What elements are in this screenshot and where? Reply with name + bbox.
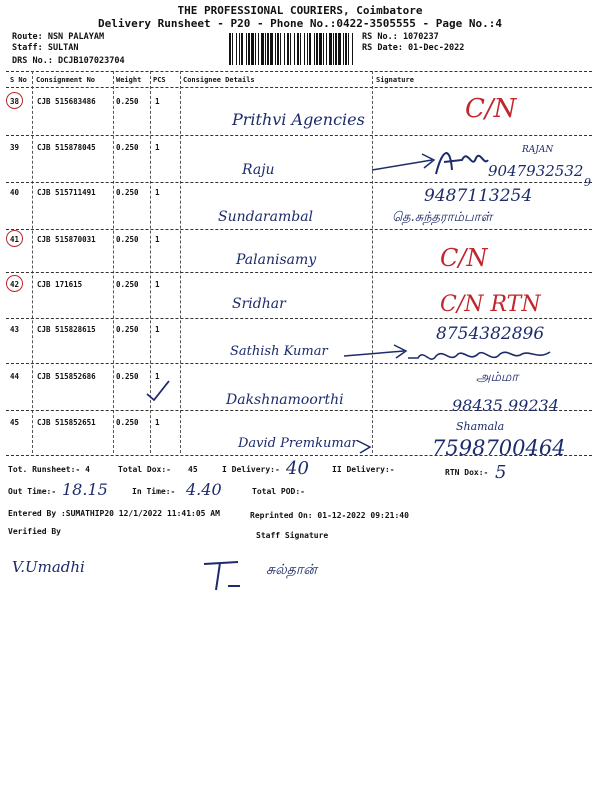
staff-label: Staff: SULTAN: [12, 43, 79, 53]
row-weight: 0.250: [116, 372, 139, 381]
row-sno: 39: [10, 143, 20, 152]
row-pcs: 1: [155, 325, 160, 334]
barcode-image: [228, 32, 356, 66]
ii-delivery-label: II Delivery:-: [332, 465, 395, 474]
rtn-dox-label: RTN Dox:-: [445, 468, 489, 477]
total-dox-label: Total Dox:-: [118, 465, 171, 474]
handwritten-tamil-name: தெ.சுந்தராம்பாள்: [392, 210, 493, 225]
row-sno: 41: [10, 235, 20, 244]
row-pcs: 1: [155, 418, 160, 427]
signature-handwritten: C/N RTN: [440, 292, 541, 317]
reprinted-on: Reprinted On: 01-12-2022 09:21:40: [250, 511, 409, 520]
row-weight: 0.250: [116, 418, 139, 427]
handwritten-digit: 9: [584, 176, 591, 189]
col-pcs: PCS: [153, 76, 166, 84]
consignee-handwritten: Palanisamy: [236, 252, 317, 268]
row-weight: 0.250: [116, 235, 139, 244]
row-consignment: CJB 171615: [37, 280, 83, 289]
row-sno: 42: [10, 280, 20, 289]
arrow-mark: [342, 342, 412, 364]
check-mark: [144, 378, 172, 404]
row-pcs: 1: [155, 143, 160, 152]
col-weight: Weight: [116, 76, 142, 84]
phone-handwritten: 9487113254: [424, 186, 533, 206]
row-pcs: 1: [155, 235, 160, 244]
col-consignee: Consignee Details: [183, 76, 255, 84]
runsheet-subtitle: Delivery Runsheet - P20 - Phone No.:0422-3505555 - Page No.:4: [98, 17, 502, 30]
row-weight: 0.250: [116, 97, 139, 106]
signature-scribble: [432, 140, 492, 180]
rs-date: RS Date: 01-Dec-2022: [362, 43, 465, 53]
phone-handwritten: 7598700464: [432, 436, 566, 460]
row-consignment: CJB 515870031: [37, 235, 96, 244]
consignee-handwritten: David Premkumar: [238, 436, 358, 451]
row-pcs: 1: [155, 372, 160, 381]
row-sno: 44: [10, 372, 20, 381]
arrow-mark: [370, 150, 440, 176]
total-pod-label: Total POD:-: [252, 487, 305, 496]
phone-handwritten: 8754382896: [436, 324, 545, 344]
total-dox-value: 45: [188, 465, 198, 474]
row-sno: 45: [10, 418, 20, 427]
row-sno: 40: [10, 188, 20, 197]
arrow-mark: [352, 438, 376, 456]
row-weight: 0.250: [116, 325, 139, 334]
col-signature: Signature: [376, 76, 414, 84]
signature-scribble: [404, 346, 554, 368]
phone-handwritten: 9047932532: [488, 162, 584, 180]
i-delivery-value: 40: [286, 458, 309, 479]
signature-handwritten: C/N: [465, 94, 517, 124]
col-sno: S No: [10, 76, 27, 84]
consignee-handwritten: Dakshnamoorthi: [226, 392, 344, 408]
drs-number: DRS No.: DCJB107023704: [12, 56, 125, 66]
row-pcs: 1: [155, 188, 160, 197]
row-consignment: CJB 515683486: [37, 97, 96, 106]
row-consignment: CJB 515711491: [37, 188, 96, 197]
route-label: Route: NSN PALAYAM: [12, 32, 105, 42]
handwritten-amma: அம்மா: [476, 370, 519, 385]
phone-handwritten: 98435 99234: [452, 396, 559, 415]
entered-by: Entered By :SUMATHIP20 12/1/2022 11:41:05 AM: [8, 509, 220, 518]
in-time-label: In Time:-: [132, 487, 176, 496]
rs-number: RS No.: 1070237: [362, 32, 439, 42]
consignee-handwritten: Raju: [242, 162, 275, 178]
row-consignment: CJB 515828615: [37, 325, 96, 334]
row-sno: 38: [10, 97, 20, 106]
row-weight: 0.250: [116, 280, 139, 289]
row-consignment: CJB 515878045: [37, 143, 96, 152]
row-sno: 43: [10, 325, 20, 334]
in-time-value: 4.40: [186, 480, 222, 499]
rtn-dox-value: 5: [495, 462, 507, 483]
staff-signature-tamil: சுல்தான்: [266, 562, 317, 578]
handwritten-shamala: Shamala: [456, 420, 505, 433]
verified-by-label: Verified By: [8, 527, 61, 536]
row-consignment: CJB 515852686: [37, 372, 96, 381]
company-title: THE PROFESSIONAL COURIERS, Coimbatore: [177, 4, 423, 17]
consignee-handwritten: Sridhar: [232, 296, 286, 312]
handwritten-rajan: RAJAN: [522, 145, 554, 155]
col-consignment: Consignment No: [36, 76, 96, 84]
row-pcs: 1: [155, 280, 160, 289]
row-weight: 0.250: [116, 188, 139, 197]
staff-signature-label: Staff Signature: [256, 531, 329, 540]
consignee-handwritten: Sathish Kumar: [230, 344, 328, 359]
row-consignment: CJB 515852651: [37, 418, 96, 427]
row-pcs: 1: [155, 97, 160, 106]
i-delivery-label: I Delivery:-: [222, 465, 280, 474]
signature-handwritten: C/N: [440, 244, 488, 272]
out-time-label: Out Time:-: [8, 487, 57, 496]
tot-runsheet: Tot. Runsheet:- 4: [8, 465, 90, 474]
row-weight: 0.250: [116, 143, 139, 152]
verified-signature: V.Umadhi: [12, 558, 85, 576]
out-time-value: 18.15: [62, 480, 108, 499]
consignee-handwritten: Prithvi Agencies: [232, 110, 365, 129]
consignee-handwritten: Sundarambal: [218, 209, 314, 225]
staff-signature-mark: [198, 556, 246, 598]
